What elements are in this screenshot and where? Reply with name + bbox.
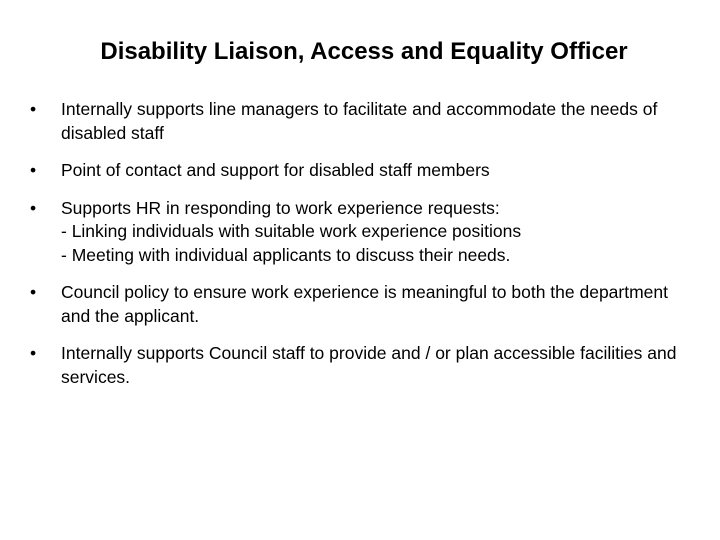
bullet-dot-icon: •: [30, 343, 37, 363]
sub-bullet-text: - Linking individuals with suitable work experience positions: [61, 221, 522, 241]
bullet-item: [30, 342, 700, 389]
bullet-item: [30, 281, 700, 328]
bullet-body: [61, 281, 700, 328]
bullet-item: [30, 197, 700, 268]
bullet-dot-icon: •: [30, 99, 37, 119]
bullet-text: Point of contact and support for disabled staff members: [61, 160, 490, 180]
bullet-body: [61, 197, 700, 268]
bullet-body: [61, 159, 700, 183]
bullet-dot-icon: •: [30, 282, 37, 302]
bullet-text: Council policy to ensure work experience is meaningful to both the department and the applicant.: [61, 282, 669, 326]
bullet-body: [61, 98, 700, 145]
bullet-dot-icon: •: [30, 160, 37, 180]
bullet-text: Supports HR in responding to work experience requests:: [61, 197, 500, 218]
bullet-body: [61, 342, 700, 389]
bullet-text: Internally supports Council staff to provide and / or plan accessible facilities and services.: [61, 343, 677, 387]
bullet-item: [30, 98, 700, 145]
slide-title: Disability Liaison, Access and Equality Officer: [100, 38, 628, 65]
bullet-item: [30, 159, 700, 183]
bullet-text: Internally supports line managers to facilitate and accommodate the needs of disabled staff: [61, 99, 658, 143]
sub-bullet-text: - Meeting with individual applicants to discuss their needs.: [61, 244, 511, 265]
bullet-list: [30, 98, 700, 389]
bullet-dot-icon: •: [30, 197, 37, 218]
